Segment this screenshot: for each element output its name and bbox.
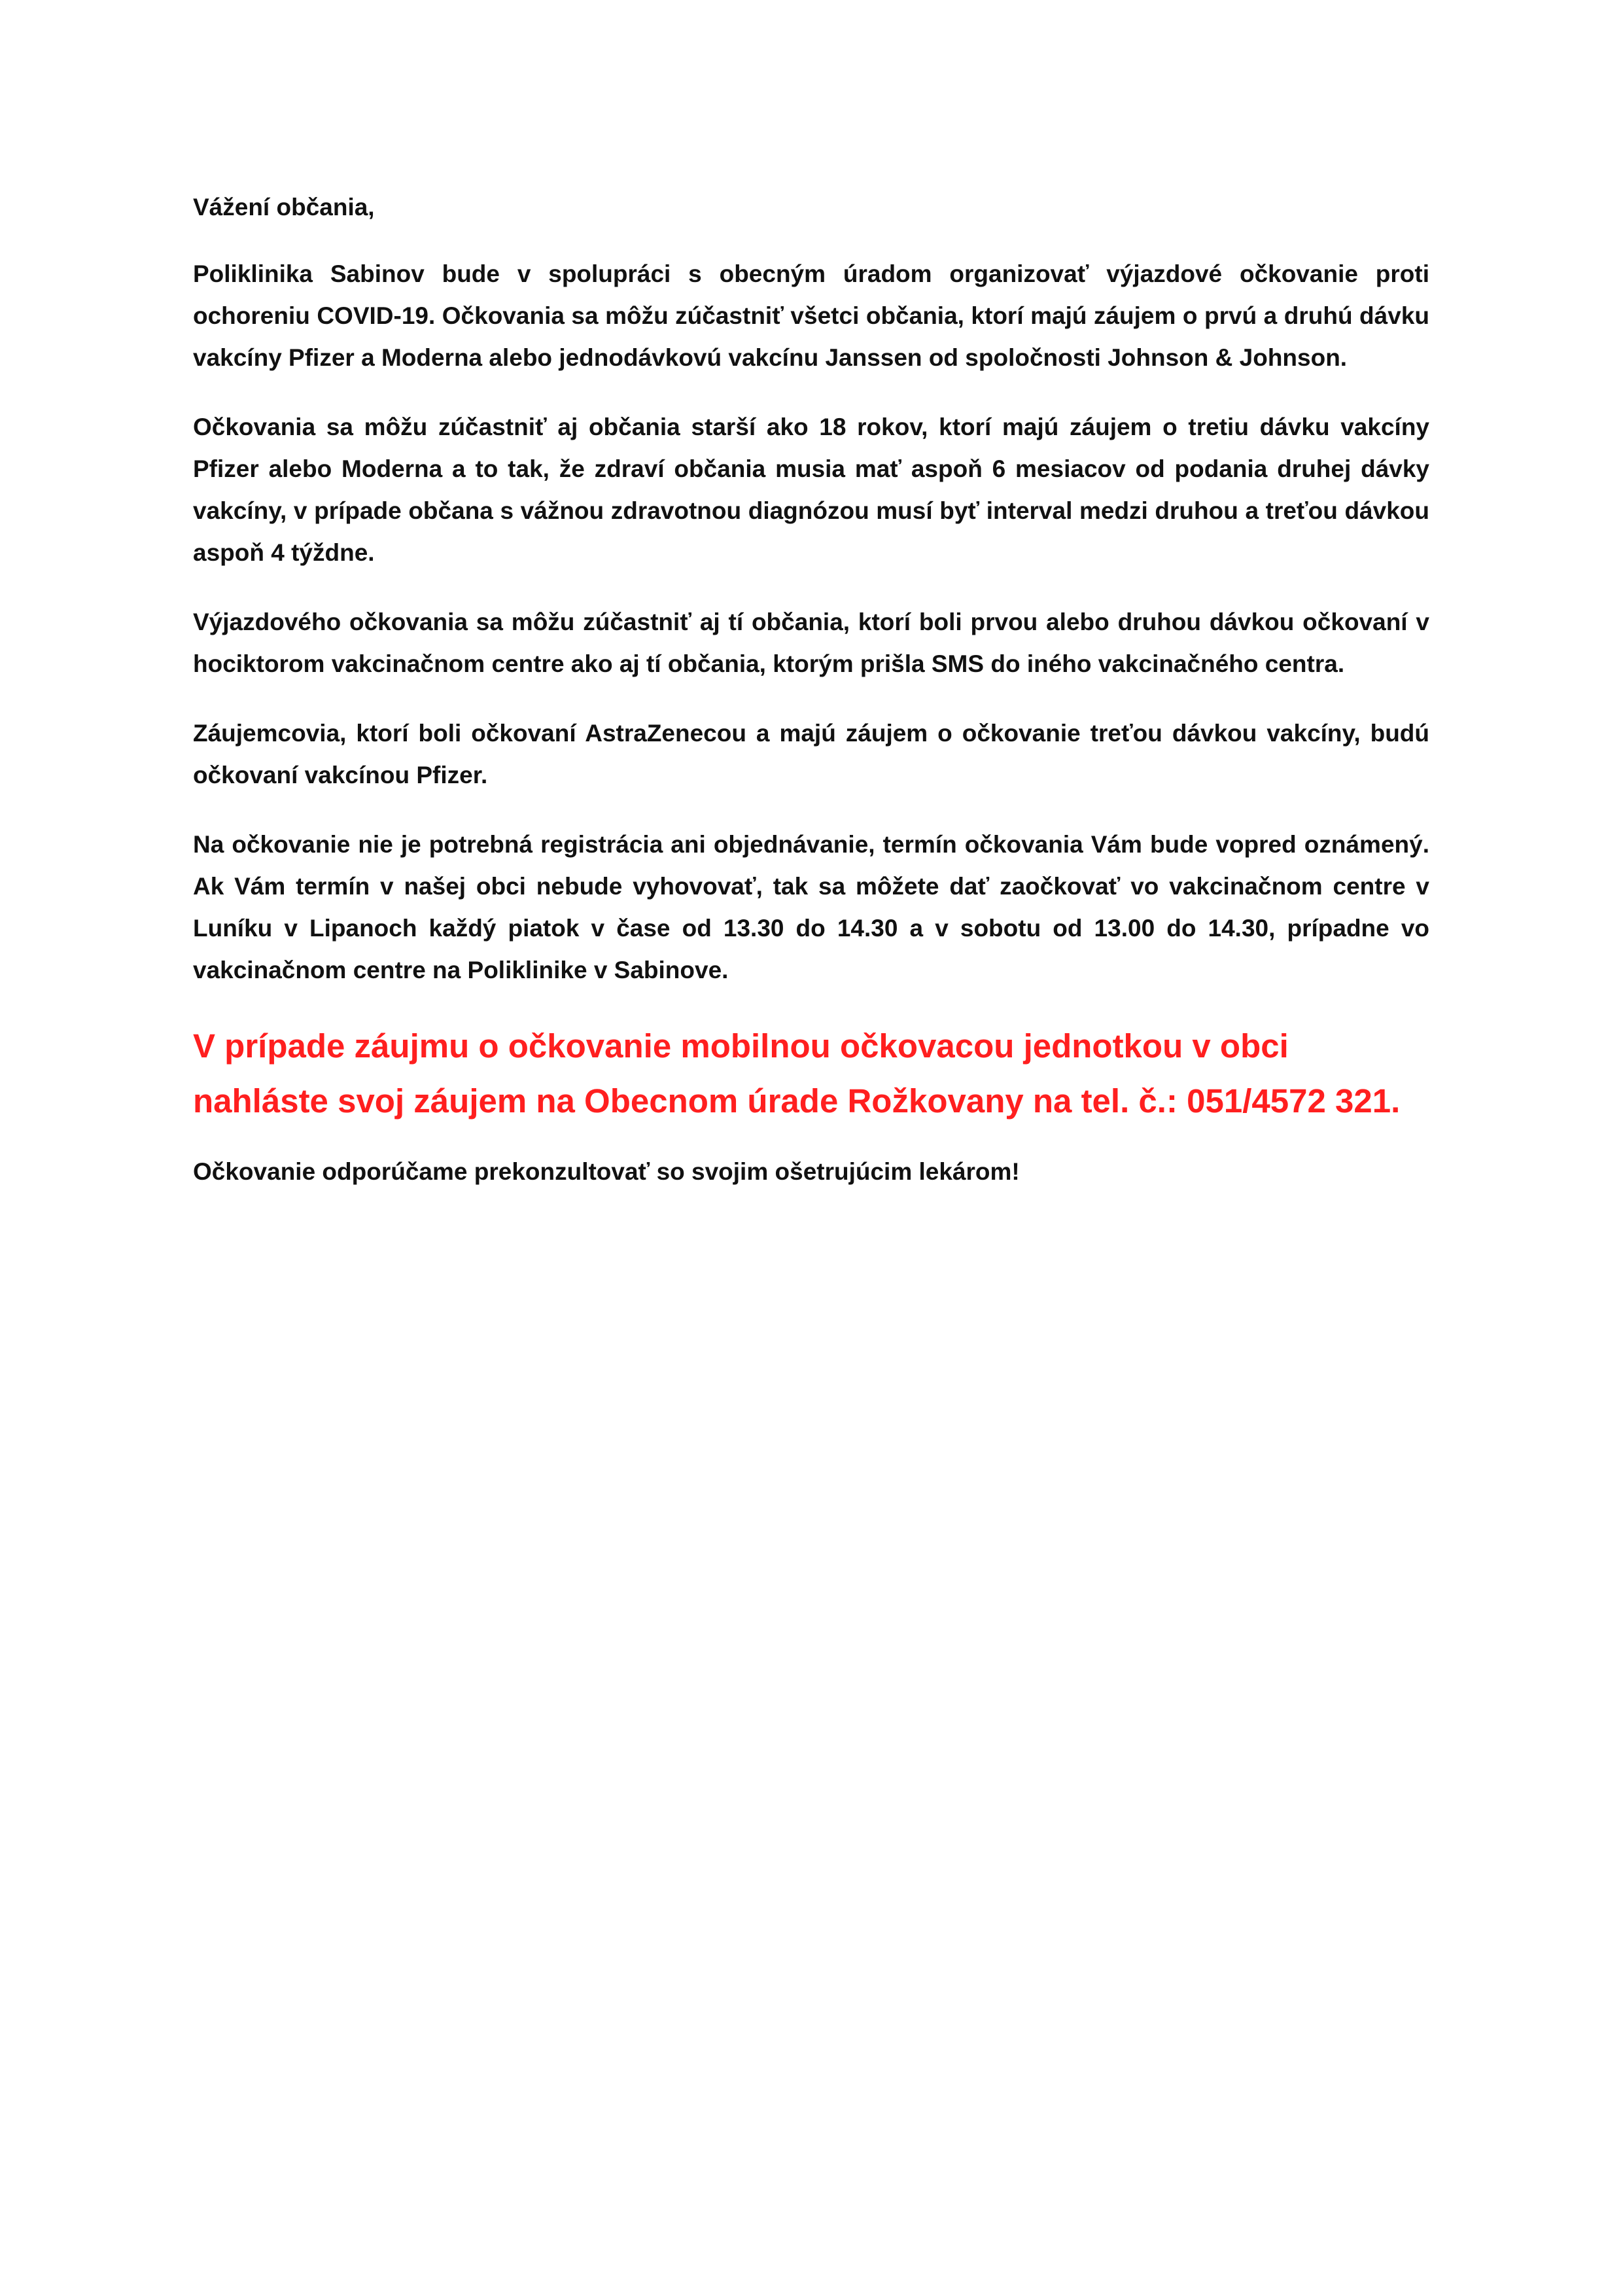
paragraph-mobile-vaccination: Poliklinika Sabinov bude v spolupráci s obecným úradom organizovať výjazdové očkovanie proti ochoreniu COVID-19. Očkovania sa môžu zúčastniť všetci občania, ktorí majú záujem o prvú a druhú dávku vakcíny Pfizer a Moderna alebo jednodávkovú vakcínu Janssen od spoločnosti Johnson & Johnson.: [193, 260, 1429, 371]
closing-note: Očkovanie odporúčame prekonzultovať so svojim ošetrujúcim lekárom!: [193, 1158, 1020, 1185]
paragraph-no-registration: Na očkovanie nie je potrebná registrácia ani objednávanie, termín očkovania Vám bude vopred oznámený. Ak Vám termín v našej obci nebude vyhovovať, tak sa môžete dať zaočkovať vo vakcinačnom centre v Luníku v Lipanoch každý piatok v čase od 13.30 do 14.30 a v sobotu od 13.00 do 14.30, prípadne vo vakcinačnom centre na Poliklinike v Sabinove.: [193, 831, 1429, 983]
paragraph-third-dose: Očkovania sa môžu zúčastniť aj občania starší ako 18 rokov, ktorí majú záujem o tretiu dávku vakcíny Pfizer alebo Moderna a to tak, že zdraví občania musia mať aspoň 6 mesiacov od podania druhej dávky vakcíny, v prípade občana s vážnou zdravotnou diagnózou musí byť interval medzi druhou a treťou dávkou aspoň 4 týždne.: [193, 414, 1429, 566]
greeting: Vážení občania,: [193, 194, 375, 221]
document-body: [193, 186, 1429, 1193]
paragraph-eligibility: Výjazdového očkovania sa môžu zúčastniť aj tí občania, ktorí boli prvou alebo druhou dávkou očkovaní v hocikt​orom vakcinačnom centre ako aj tí občania, ktorým prišla SMS do iného vakcinačného centra.: [193, 609, 1429, 677]
paragraph-astrazeneca: Záujemcovia, ktorí boli očkovaní AstraZenecou a majú záujem o očkovanie treťou dávkou vakcíny, budú očkovaní vakcínou Pfizer.: [193, 720, 1429, 788]
highlight-notice: V prípade záujmu o očkovanie mobilnou očkovacou jednotkou v obci nahláste svoj záujem na Obecnom úrade Rožkovany na tel. č.: 051/4572 321.: [193, 1027, 1401, 1120]
